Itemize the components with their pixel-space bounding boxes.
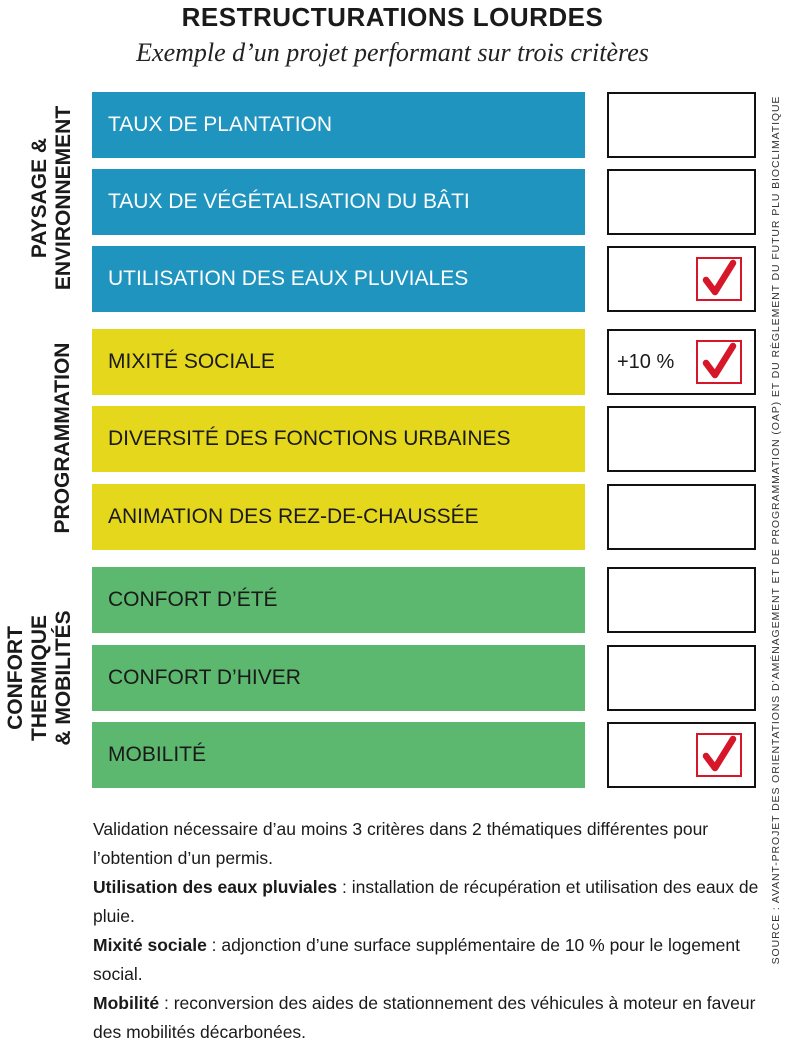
note-term: Utilisation des eaux pluviales — [93, 877, 338, 897]
criterion-row — [92, 484, 585, 550]
criterion-label: TAUX DE PLANTATION — [108, 113, 333, 136]
criterion-checkbox — [607, 645, 756, 711]
criterion-checkbox — [607, 484, 756, 550]
note-intro: Validation nécessaire d’au moins 3 critères dans 2 thématiques différentes pour l’obtention d’un permis. — [93, 819, 709, 868]
checkmark-icon — [696, 257, 742, 301]
criterion-row — [92, 567, 585, 633]
group-label-line: PROGRAMMATION — [51, 342, 74, 534]
note-term: Mixité sociale — [93, 935, 207, 955]
group-label-line: ENVIRONNEMENT — [52, 105, 75, 291]
group-label-line: & MOBILITÉS — [52, 610, 75, 746]
page-title: RESTRUCTURATIONS LOURDES — [181, 2, 604, 32]
criterion-row — [92, 329, 585, 395]
note-mobilite — [93, 989, 763, 1047]
note-eaux — [93, 873, 763, 931]
criterion-checkbox — [607, 169, 756, 235]
criterion-row — [92, 92, 585, 158]
source-credit: SOURCE : AVANT-PROJET DES ORIENTATIONS D’AMÉNAGEMENT ET DE PROGRAMMATION (OAP) ET DU RÈGLEMENT DU FUTUR PLU BIOCLIMATIQUE — [770, 95, 782, 965]
group-label-line: CONFORT — [4, 626, 27, 730]
group-label-line: THERMIQUE — [28, 615, 51, 741]
criterion-checkbox — [607, 722, 756, 788]
group-label-line: PAYSAGE & — [28, 137, 51, 259]
note-text: : installation de récupération et utilisation des eaux de pluie. — [93, 877, 759, 926]
criterion-row — [92, 406, 585, 472]
note-text: : reconversion des aides de stationnement des véhicules à moteur en faveur des mobilités décarbonées. — [93, 993, 756, 1042]
criterion-row — [92, 169, 585, 235]
criterion-label: CONFORT D’ÉTÉ — [108, 588, 278, 611]
criterion-label: DIVERSITÉ DES FONCTIONS URBAINES — [108, 427, 511, 450]
group-label-paysage — [28, 106, 76, 290]
bonus-value: +10 % — [617, 351, 675, 373]
criterion-label: ANIMATION DES REZ-DE-CHAUSSÉE — [108, 505, 479, 528]
criterion-row — [92, 246, 585, 312]
criterion-label: MOBILITÉ — [108, 743, 207, 766]
criterion-label: TAUX DE VÉGÉTALISATION DU BÂTI — [108, 190, 470, 213]
note-mixite — [93, 931, 763, 989]
criterion-row — [92, 722, 585, 788]
checkmark-icon — [696, 340, 742, 384]
criterion-label: MIXITÉ SOCIALE — [108, 350, 275, 373]
criterion-checkbox — [607, 567, 756, 633]
criterion-checkbox — [607, 246, 756, 312]
criterion-row — [92, 645, 585, 711]
page-subtitle: Exemple d’un projet performant sur trois critères — [136, 38, 649, 67]
criterion-checkbox — [607, 329, 756, 395]
note-text: : adjonction d’une surface supplémentaire de 10 % pour le logement social. — [93, 935, 740, 984]
group-label-programmation — [51, 343, 75, 534]
notes — [93, 815, 763, 1047]
checkmark-icon — [696, 733, 742, 777]
note-term: Mobilité — [93, 993, 160, 1013]
criterion-label: UTILISATION DES EAUX PLUVIALES — [108, 267, 469, 290]
group-label-confort — [4, 610, 76, 745]
criterion-checkbox — [607, 92, 756, 158]
criterion-checkbox — [607, 406, 756, 472]
criterion-label: CONFORT D’HIVER — [108, 666, 301, 689]
